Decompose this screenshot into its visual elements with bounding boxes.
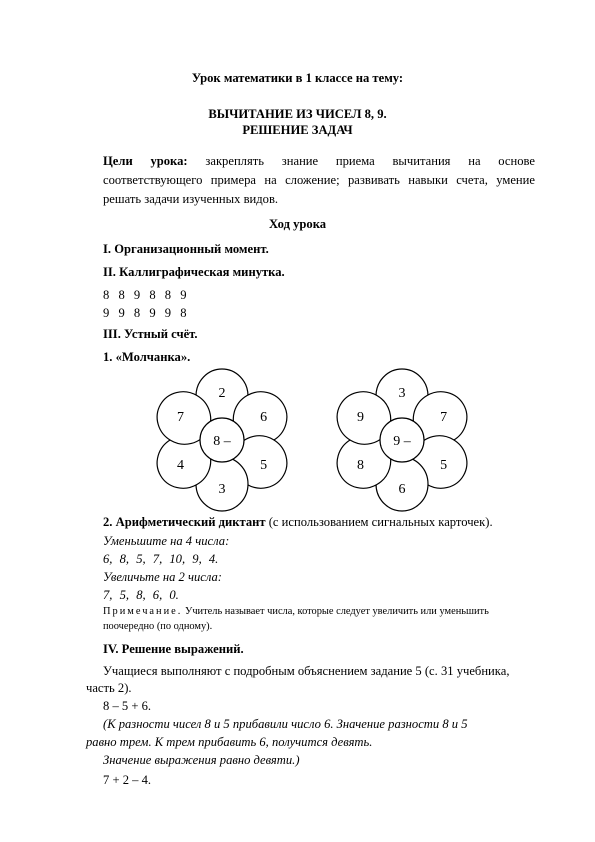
decrease-label: Уменьшите на 4 числа:: [103, 534, 230, 548]
lesson-title: Урок математики в 1 классе на тему:: [191, 71, 404, 85]
petal-number: 5: [440, 458, 448, 473]
lesson-goals: [103, 152, 535, 209]
petal-number: 7: [440, 410, 448, 425]
expression-1: 8 – 5 + 6.: [103, 699, 152, 713]
flower-center-label: 8 –: [213, 434, 231, 449]
dictation-subtitle: (с использованием сигнальных карточек).: [265, 515, 493, 529]
increase-label: Увеличьте на 2 числа:: [103, 570, 222, 584]
task-line-2: часть 2).: [86, 681, 132, 695]
section-oral-count: III. Устный счёт.: [103, 327, 198, 341]
petal-number: 8: [356, 458, 364, 473]
task-line-1: Учащиеся выполняют с подробным объяснением задание 5 (с. 31 учебника,: [103, 664, 510, 678]
note-label: Примечание.: [103, 606, 183, 617]
section-calligraphy: II. Каллиграфическая минутка.: [103, 265, 285, 279]
note-text-1: Учитель называет числа, которые следует увеличить или уменьшить: [182, 606, 489, 617]
note-line-2: поочередно (по одному).: [103, 621, 213, 632]
petal-number: 9: [356, 410, 364, 425]
course-heading: Ход урока: [268, 217, 327, 231]
goals-text: закреплять знание приема вычитания на основе соответствующего примера на сложение; развивать навыки счета, умение решать задачи изученных видов.: [103, 154, 536, 206]
topic-title-line2: РЕШЕНИЕ ЗАДАЧ: [242, 123, 353, 137]
decrease-numbers: 6, 8, 5, 7, 10, 9, 4.: [103, 552, 219, 566]
petal-number: 2: [218, 386, 226, 401]
explanation-line-1: (К разности чисел 8 и 5 прибавили число 6. Значение разности 8 и 5: [103, 717, 468, 731]
increase-numbers: 7, 5, 8, 6, 0.: [103, 588, 179, 602]
subsection-dictation: [103, 514, 493, 530]
note-line-1: [103, 604, 489, 620]
flower-center-label: 9 –: [393, 434, 411, 449]
section-organizational: I. Организационный момент.: [103, 242, 269, 256]
petal-number: 6: [398, 482, 406, 497]
petal-number: 3: [218, 482, 226, 497]
digits-row-1: 8 8 9 8 8 9: [103, 288, 187, 302]
flower-right: [328, 369, 477, 511]
petal-number: 3: [398, 386, 406, 401]
topic-title-line1: ВЫЧИТАНИЕ ИЗ ЧИСЕЛ 8, 9.: [208, 107, 387, 121]
expression-2: 7 + 2 – 4.: [103, 773, 152, 787]
section-expressions: IV. Решение выражений.: [103, 642, 244, 656]
petal-number: 5: [260, 458, 268, 473]
dictation-title: 2. Арифметический диктант: [103, 515, 266, 529]
flower-left: [148, 369, 297, 511]
petal-number: 7: [176, 410, 184, 425]
digits-row-2: 9 9 8 9 9 8: [103, 306, 187, 320]
explanation-line-3: Значение выражения равно девяти.): [103, 753, 300, 767]
petal-number: 4: [176, 458, 184, 473]
subsection-silent: 1. «Молчанка».: [103, 350, 191, 364]
goals-label: Цели урока:: [103, 154, 188, 168]
explanation-line-2: равно трем. К трем прибавить 6, получится девять.: [86, 735, 373, 749]
flowers-illustration: [0, 360, 595, 520]
petal-number: 6: [260, 410, 268, 425]
